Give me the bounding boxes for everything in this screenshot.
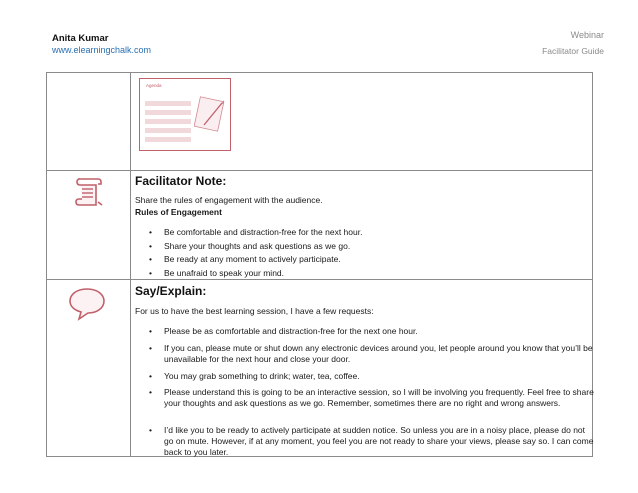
slide-row-content-cell <box>131 73 592 170</box>
agenda-slide-item <box>145 119 191 124</box>
say-explain-heading: Say/Explain: <box>135 284 207 298</box>
scroll-note-icon <box>71 174 107 210</box>
facilitator-note-content-cell: Facilitator Note: Share the rules of engagement with the audience. Rules of Engagement • Be comfortable and distraction-free for the next hour. • Share your thoughts and ask questions as we go. • Be ready at any moment to actively participate. • Be unafraid to speak your mind. <box>135 174 363 278</box>
author-website-link[interactable]: www.elearningchalk.com <box>52 45 152 55</box>
author-name: Anita Kumar <box>52 33 109 44</box>
agenda-slide-item <box>145 101 191 106</box>
say-explain-content-cell: Say/Explain: For us to have the best learning session, I have a few requests: • Please be as comfortable and distraction-free for the next one hour. • If you can, please mute or shut down any electronic devices around you, let people around you know that you’ll be unavailable for the next hour and close your door. • You may grab something to drink; water, tea, coffee. • Please understand this is going to be an interactive session, so I will be involving you frequently. Feel free to share your thoughts and ask questions as we go. Remember, sometimes there are no right and wrong answers. • I’d like you to be ready to actively participate at sudden notice. So unless you are in a noisy place, please do not go on mute. However, if at any moment, you feel you are not ready to share your views, please say so. I can come back to you later. <box>135 284 594 457</box>
facilitator-note-icon-cell <box>47 171 131 279</box>
document-type: Webinar <box>570 30 604 40</box>
rules-of-engagement-heading: Rules of Engagement <box>135 207 222 217</box>
slide-row-icon-cell <box>47 73 131 170</box>
speech-bubble-icon <box>67 286 107 322</box>
facilitator-note-row <box>47 171 592 280</box>
facilitator-note-heading: Facilitator Note: <box>135 174 227 188</box>
notepad-pencil-icon <box>194 95 228 133</box>
agenda-slide-item <box>145 110 191 115</box>
say-explain-icon-cell <box>47 280 131 456</box>
agenda-slide-title: Agenda <box>146 83 162 88</box>
say-explain-intro: For us to have the best learning session, I have a few requests: <box>135 306 374 316</box>
slide-row <box>47 73 592 171</box>
facilitator-note-intro: Share the rules of engagement with the audience. <box>135 195 323 205</box>
agenda-slide-item <box>145 137 191 142</box>
say-explain-row <box>47 280 592 456</box>
document-subtitle: Facilitator Guide <box>542 46 604 56</box>
agenda-slide-item <box>145 128 191 133</box>
agenda-slide-thumbnail <box>139 78 231 151</box>
guide-table <box>46 72 593 457</box>
